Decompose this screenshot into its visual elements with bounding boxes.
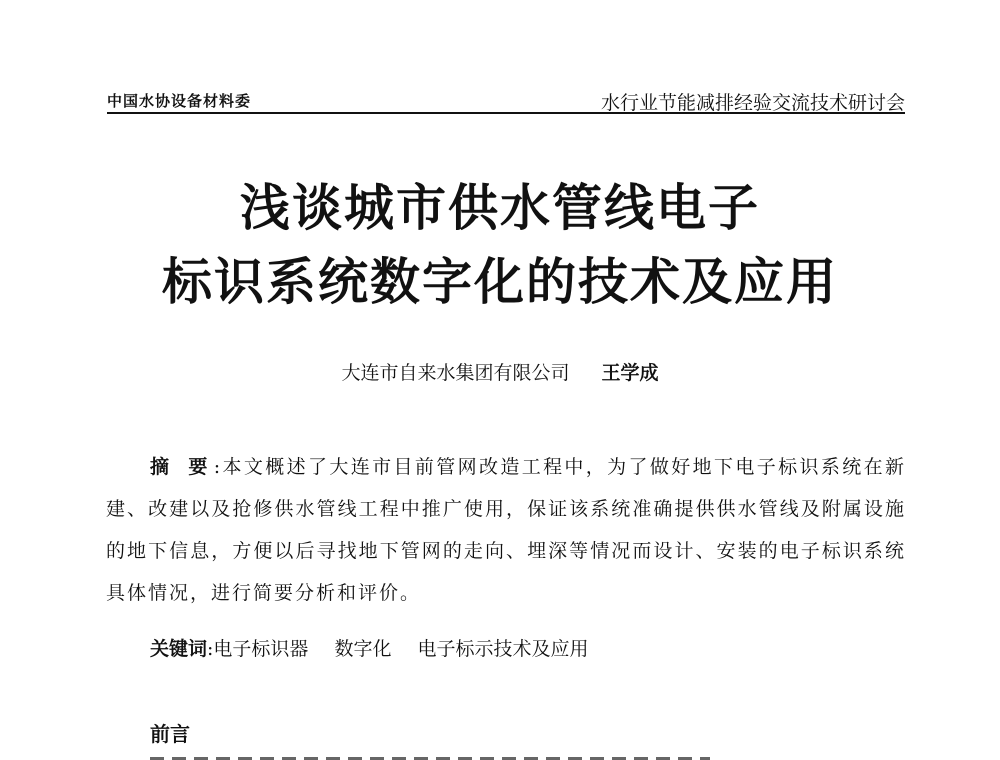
header-conference: 水行业节能减排经验交流技术研讨会 (600, 92, 905, 114)
paper-title-line-2: 标识系统数字化的技术及应用 (162, 252, 838, 311)
keyword-1: 电子标识器 (213, 638, 309, 660)
keywords-colon: : (207, 638, 214, 660)
author-line (0, 358, 1000, 385)
running-header (107, 86, 905, 116)
keyword-2: 数字化 (334, 638, 392, 660)
abstract-text: 本文概述了大连市目前管网改造工程中，为了做好地下电子标识系统在新建、改建以及抢修供水管线工程中推广使用，保证该系统准确提供供水管线及附属设施的地下信息，方便以后寻找地下管网的走向、埋深等情况而设计、安装的电子标识系统具体情况，进行简要分析和评价。 (106, 456, 906, 604)
paper-title-line-1: 浅谈城市供水管线电子 (240, 178, 760, 237)
header-rule (107, 112, 905, 114)
section-heading-preface: 前言 (150, 722, 190, 746)
header-organization: 中国水协设备材料委 (107, 92, 252, 110)
keyword-3: 电子标示技术及应用 (417, 638, 589, 660)
author-name: 王学成 (601, 362, 659, 384)
abstract-paragraph (106, 446, 906, 614)
keywords-line (150, 634, 614, 661)
author-affiliation: 大连市自来水集团有限公司 (341, 362, 570, 384)
abstract-label: 摘 要 (150, 456, 214, 478)
keywords-label: 关键词 (150, 638, 208, 660)
cut-off-text-line (150, 752, 710, 760)
abstract-colon: : (213, 456, 223, 478)
